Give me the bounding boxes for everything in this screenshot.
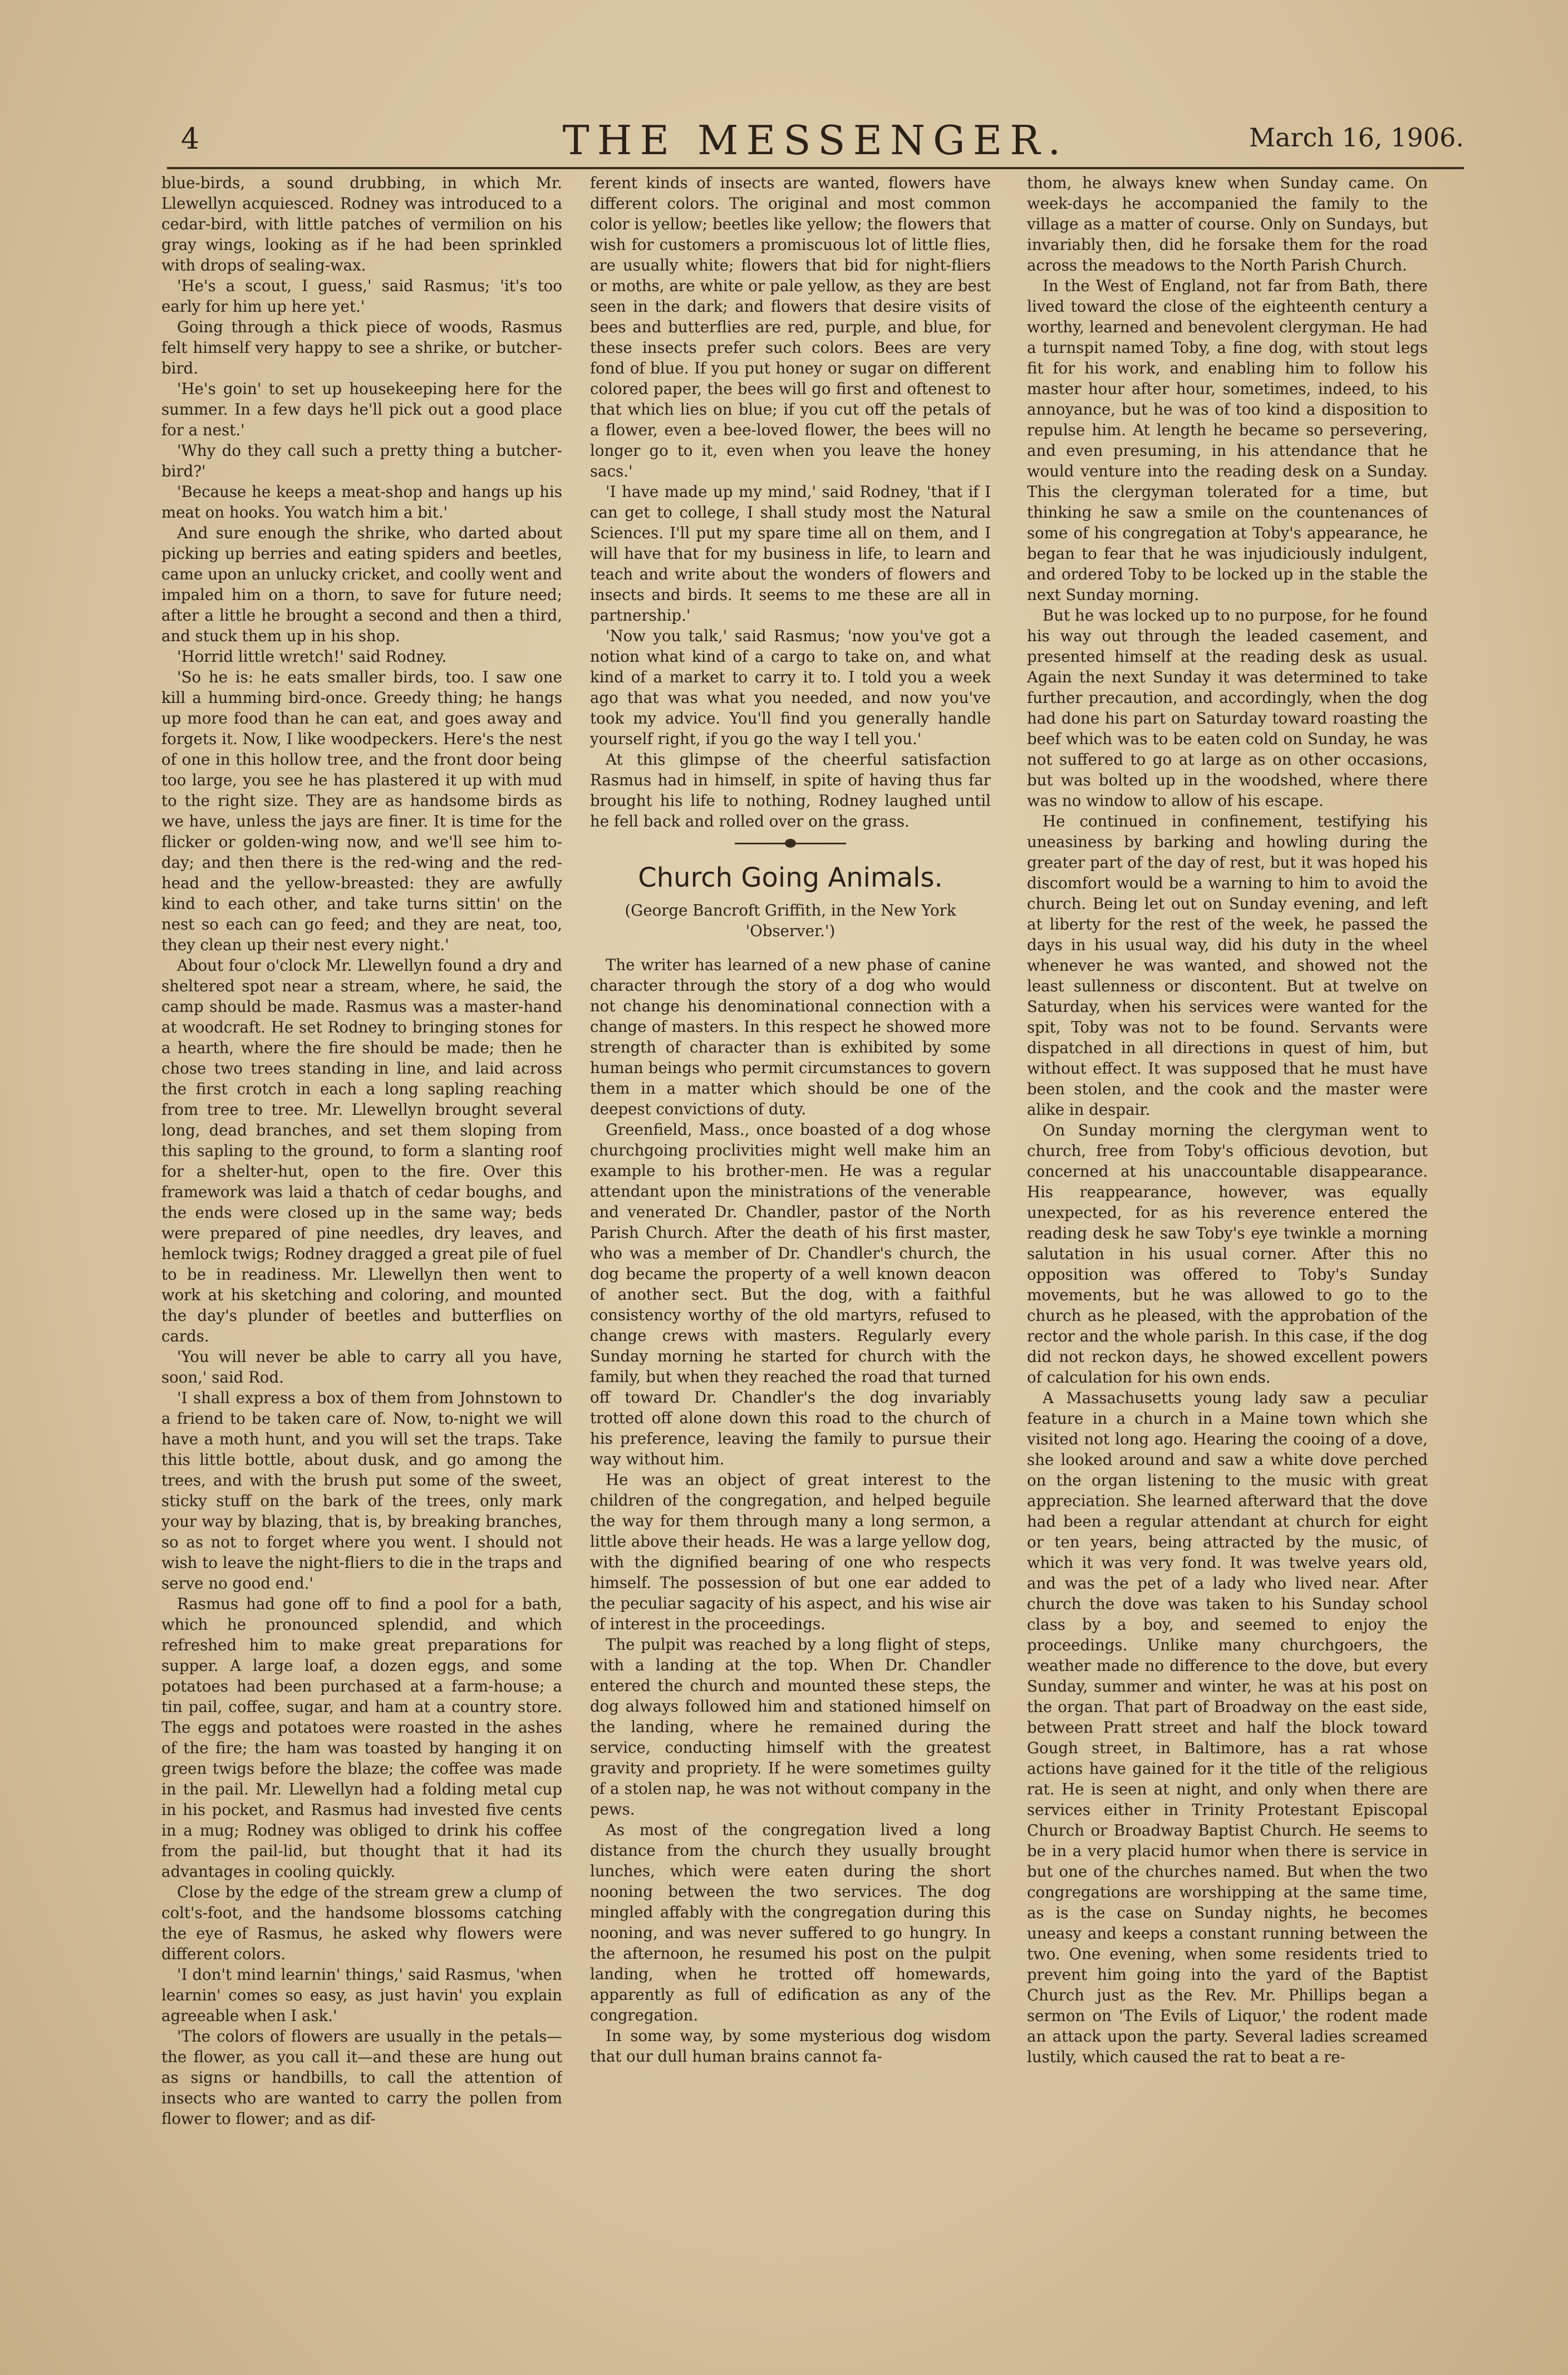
page-header [167, 117, 1464, 169]
paragraph: At this glimpse of the cheerful satisfaction Rasmus had in himself, in spite of having thus far brought his life to nothing, Rodney laughed until he fell back and rolled over on the grass. [590, 750, 991, 830]
paragraph: 'He's a scout, I guess,' said Rasmus; 'it's too early for him up here yet.' [161, 277, 562, 316]
column-2 [590, 173, 991, 2293]
paragraph: He was an object of great interest to the children of the congregation, and helped beguile the way for them through many a long sermon, a little above their heads. He was a large yellow dog, with the dignified bearing of one who respects himself. The possession of but one ear added to the peculiar sagacity of his aspect, and his wise air of interest in the proceedings. [590, 1471, 991, 1633]
paragraph: The writer has learned of a new phase of canine character through the story of a dog who would not change his denominational connection with a change of masters. In this respect he showed more strength of character than is exhibited by some human beings who permit circumstances to govern them in a matter which should be one of the deepest convictions of duty. [590, 956, 991, 1118]
paragraph: A Massachusetts young lady saw a peculiar feature in a church in a Maine town which she visited not long ago. Hearing the cooing of a dove, she looked around and saw a white dove perched on the organ listening to the music with great appreciation. She learned afterward that the dove had been a regular attendant at church for eight or ten years, being attracted by the music, of which it was very fond. It was twelve years old, and was the pet of a lady who lived near. After church the dove was taken to his Sunday school class by a boy, and seemed to enjoy the proceedings. Unlike many churchgoers, the weather made no difference to the dove, but every Sunday, summer and winter, he was at his post on the organ. That part of Broadway on the east side, between Pratt street and half the block toward Gough street, in Baltimore, has a rat whose actions have gained for it the title of the religious rat. He is seen at night, and only when there are services either in Trinity Protestant Episcopal Church or Broadway Baptist Church. He seems to be in a very placid humor when there is service in but one of the churches named. But when the two congregations are worshipping at the same time, as is the case on Sunday nights, he becomes uneasy and keeps a constant running between the two. One evening, when some residents tried to prevent him going into the yard of the Baptist Church just as the Rev. Mr. Phillips began a sermon on 'The Evils of Liquor,' the rodent made an attack upon the party. Several ladies screamed lustily, which caused the rat to beat a re- [1027, 1389, 1428, 2066]
column-1 [161, 173, 562, 2293]
paragraph: In the West of England, not far from Bath, there lived toward the close of the eighteenth century a worthy, learned and benevolent clergyman. He had a turnspit named Toby, a fine dog, with stout legs fit for his work, and enabling him to follow his master hour after hour, sometimes, indeed, to his annoyance, but he was of too kind a disposition to repulse him. At length he became so persevering, and even presuming, in his attendance that he would venture into the reading desk on a Sunday. This the clergyman tolerated for a time, but thinking he saw a smile on the countenances of some of his congregation at Toby's appearance, he began to fear that he was injudiciously indulgent, and ordered Toby to be locked up in the stable the next Sunday morning. [1027, 277, 1428, 604]
masthead-title: THE MESSENGER. [562, 117, 1069, 164]
paragraph: thom, he always knew when Sunday came. On week-days he accompanied the family to the village as a matter of course. Only on Sundays, but invariably then, did he forsake them for the road across the meadows to the North Parish Church. [1027, 174, 1428, 274]
paragraph: 'The colors of flowers are usually in the petals—the flower, as you call it—and these are hung out as signs or handbills, to call the attention of insects who are wanted to carry the pollen from flower to flower; and as dif- [161, 2027, 562, 2128]
paragraph: 'I shall express a box of them from Johnstown to a friend to be taken care of. Now, to-night we will have a moth hunt, and you will set the traps. Take this little bottle, about dusk, and go among the trees, and with the brush put some of the sweet, sticky stuff on the bark of the trees, only mark your way by blazing, that is, by breaking branches, so as not to forget where you went. I should not wish to leave the night-fliers to die in the traps and serve no good end.' [161, 1389, 562, 1592]
paragraph: blue-birds, a sound drubbing, in which Mr. Llewellyn acquiesced. Rodney was introduced to a cedar-bird, with little patches of vermilion on his gray wings, looking as if he had been sprinkled with drops of sealing-wax. [161, 174, 562, 274]
issue-date: March 16, 1906. [1249, 122, 1464, 153]
article-title: Church Going Animals. [638, 862, 943, 893]
paragraph: Greenfield, Mass., once boasted of a dog whose churchgoing proclivities might well make him an example to his brother-men. He was a regular attendant upon the ministrations of the venerable and venerated Dr. Chandler, pastor of the North Parish Church. After the death of his first master, who was a member of Dr. Chandler's church, the dog became the property of a well known deacon of another sect. But the dog, with a faithful consistency worthy of the old martyrs, refused to change crews with masters. Regularly every Sunday morning he started for church with the family, but when they reached the road that turned off toward Dr. Chandler's the dog invariably trotted off alone down this road to the church of his preference, leaving the family to pursue their way without him. [590, 1120, 991, 1468]
paragraph: On Sunday morning the clergyman went to church, free from Toby's officious devotion, but concerned at his unaccountable disappearance. His reappearance, however, was equally unexpected, for as his reverence entered the reading desk he saw Toby's eye twinkle a morning salutation in his usual corner. After this no opposition was offered to Toby's Sunday movements, but he was allowed to go to the church as he pleased, with the approbation of the rector and the whole parish. In this case, if the dog did not reckon days, he showed excellent powers of calculation for his own ends. [1027, 1121, 1428, 1386]
paragraph: In some way, by some mysterious dog wisdom that our dull human brains cannot fa- [590, 2027, 991, 2066]
paragraph: Going through a thick piece of woods, Rasmus felt himself very happy to see a shrike, or butcher-bird. [161, 318, 562, 377]
paragraph: ferent kinds of insects are wanted, flowers have different colors. The original and most common color is yellow; beetles like yellow; the flowers that wish for customers a promiscuous lot of little flies, are usually white; flowers that bid for night-fliers or moths, are white or pale yellow, as they are best seen in the dark; and flowers that desire visits of bees and butterflies are red, purple, and blue, for these insects prefer such colors. Bees are very fond of blue. If you put honey or sugar on different colored paper, the bees will go first and oftenest to that which lies on blue; if you cut off the petals of a flower, even a bee-loved flower, the bees will no longer go to it, even when you leave the honey sacs.' [590, 174, 991, 480]
paragraph: Rasmus had gone off to find a pool for a bath, which he pronounced splendid, and which refreshed him to make great preparations for supper. A large loaf, a dozen eggs, and some potatoes had been purchased at a farm-house; a tin pail, coffee, sugar, and ham at a country store. The eggs and potatoes were roasted in the ashes of the fire; the ham was toasted by hanging it on green twigs before the blaze; the coffee was made in the pail. Mr. Llewellyn had a folding metal cup in his pocket, and Rasmus had invested five cents in a mug; Rodney was obliged to drink his coffee from the pail-lid, but thought that it had its advantages in cooling quickly. [161, 1595, 562, 1881]
paragraph: 'Horrid little wretch!' said Rodney. [177, 647, 447, 666]
paragraph: The pulpit was reached by a long flight of steps, with a landing at the top. When Dr. Chandler entered the church and mounted these steps, the dog always followed him and stationed himself on the landing, where he remained during the service, conducting himself with the greatest gravity and propriety. If he were sometimes guilty of a stolen nap, he was not without company in the pews. [590, 1635, 991, 1818]
paragraph: But he was locked up to no purpose, for he found his way out through the leaded casement, and presented himself at the reading desk as usual. Again the next Sunday it was determined to take further precaution, and accordingly, when the dog had done his part on Saturday toward roasting the beef which was to be eaten cold on Sunday, he was not suffered to go at large as on other occasions, but was bolted up in the woodshed, where there was no window to allow of his escape. [1027, 606, 1428, 810]
paragraph: 'He's goin' to set up housekeeping here for the summer. In a few days he'll pick out a good place for a nest.' [161, 380, 562, 439]
paragraph: Close by the edge of the stream grew a clump of colt's-foot, and the handsome blossoms catching the eye of Rasmus, he asked why flowers were different colors. [161, 1883, 562, 1963]
paragraph: 'So he is: he eats smaller birds, too. I saw one kill a humming bird-once. Greedy thing; he hangs up more food than he can eat, and goes away and forgets it. Now, I like woodpeckers. Here's the nest of one in this hollow tree, and the front door being too large, you see he has plastered it up with mud to the right size. They are as handsome birds as we have, unless the jays are finer. It is time for the flicker or golden-wing now, and we'll see him to-day; and then there is the red-wing and the red-head and the yellow-breasted: they are awfully kind to each other, and take turns sittin' on the nest so each can go feed; and they are neat, too, they clean up their nest every night.' [161, 668, 562, 954]
article-byline: (George Bancroft Griffith, in the New York 'Observer.') [625, 901, 956, 940]
paragraph: 'I don't mind learnin' things,' said Rasmus, 'when learnin' comes so easy, as just havin' you explain agreeable when I ask.' [161, 1965, 562, 2025]
paragraph: 'Because he keeps a meat-shop and hangs up his meat on hooks. You watch him a bit.' [161, 483, 562, 522]
page-number: 4 [181, 122, 200, 156]
paragraph: 'I have made up my mind,' said Rodney, 'that if I can get to college, I shall study most the Natural Sciences. I'll put my spare time all on them, and I will have that for my business in life, to learn and teach and write about the wonders of flowers and insects and birds. It seems to me these are all in partnership.' [590, 483, 991, 625]
paragraph: 'Now you talk,' said Rasmus; 'now you've got a notion what kind of a cargo to take on, and what kind of a market to carry it to. I told you a week ago that was what you needed, and now you've took my advice. You'll find you generally handle yourself right, if you go the way I tell you.' [590, 627, 991, 748]
paragraph: As most of the congregation lived a long distance from the church they usually brought lunches, which were eaten during the short nooning between the two services. The dog mingled affably with the congregation during this nooning, and was never suffered to go hungry. In the afternoon, he resumed his post on the pulpit landing, when he trotted off homewards, apparently as full of edification as any of the congregation. [590, 1821, 991, 2024]
paragraph: He continued in confinement, testifying his uneasiness by barking and howling during the greater part of the day of rest, but it was hoped his discomfort would be a warning to him to avoid the church. Being let out on Sunday evening, and left at liberty for the rest of the week, he passed the days in his usual way, did his duty in the wheel whenever he was wanted, and showed not the least sullenness or discontent. But at twelve on Saturday, when his services were wanted for the spit, Toby was not to be found. Servants were dispatched in all directions in quest of him, but without effect. It was supposed that he must have been stolen, and the cook and the master were alike in despair. [1027, 812, 1428, 1119]
paragraph: 'You will never be able to carry all you have, soon,' said Rod. [161, 1348, 562, 1386]
section-divider [735, 843, 846, 844]
paragraph: About four o'clock Mr. Llewellyn found a dry and sheltered spot near a stream, where, he said, the camp should be made. Rasmus was a master-hand at woodcraft. He set Rodney to bringing stones for a hearth, where the fire should be made; then he chose two trees standing in line, and laid across the first crotch in each a long sapling reaching from tree to tree. Mr. Llewellyn brought several long, dead branches, and set them sloping from this sapling to the ground, to form a slanting roof for a shelter-hut, open to the fire. Over this framework was laid a thatch of cedar boughs, and the ends were closed up in the same way; beds were prepared of pine needles, dry leaves, and hemlock twigs; Rodney dragged a great pile of fuel to be in readiness. Mr. Llewellyn then went to work at his sketching and coloring, and mounted the day's plunder of beetles and butterflies on cards. [161, 956, 562, 1345]
paragraph: 'Why do they call such a pretty thing a butcher-bird?' [161, 441, 562, 480]
column-3 [1027, 173, 1428, 2293]
paragraph: And sure enough the shrike, who darted about picking up berries and eating spiders and beetles, came upon an unlucky cricket, and coolly went and impaled him on a thorn, to save for future need; after a little he brought a second and then a third, and stuck them up in his shop. [161, 524, 562, 645]
